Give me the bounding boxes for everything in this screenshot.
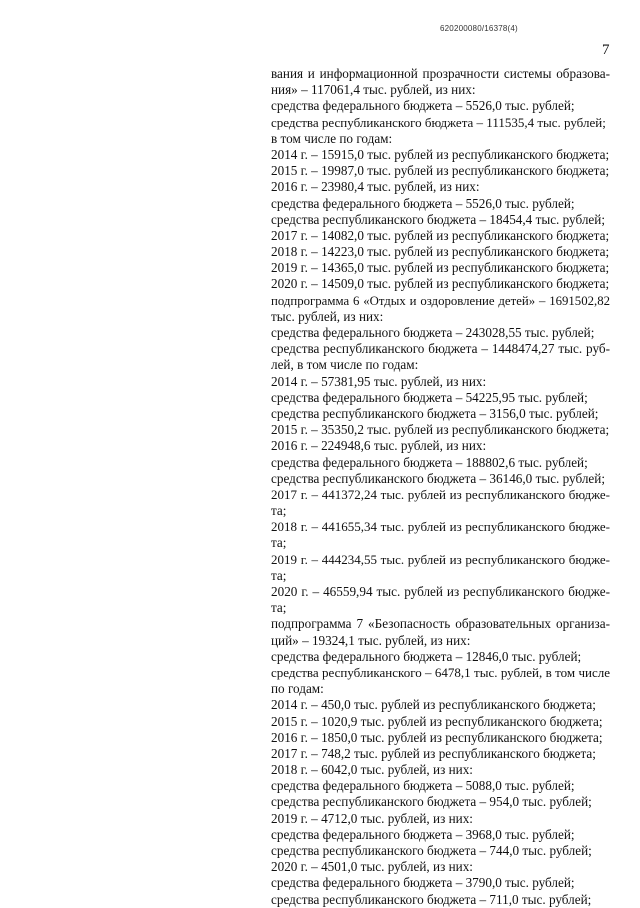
text-line: 2014 г. – 450,0 тыс. рублей из республиканского бюджета;: [271, 697, 596, 713]
text-line: та;: [271, 503, 287, 519]
document-code: 620200080/16378(4): [440, 24, 518, 33]
text-line: 2018 г. – 441655,34 тыс. рублей из республиканского бюдже-: [271, 519, 610, 535]
text-line: средства республиканского бюджета – 954,0 тыс. рублей;: [271, 794, 592, 810]
text-line: вания и информационной прозрачности системы образова-: [271, 66, 610, 81]
text-line: 2019 г. – 14365,0 тыс. рублей из республиканского бюджета;: [271, 260, 610, 276]
text-line: средства федерального бюджета – 243028,55 тыс. рублей;: [271, 325, 595, 340]
text-line: ций» – 19324,1 тыс. рублей, из них:: [271, 632, 471, 648]
text-line: средства федерального бюджета – 12846,0 тыс. рублей;: [271, 648, 582, 664]
text-line: 2017 г. – 441372,24 тыс. рублей из республиканского бюдже-: [271, 486, 610, 502]
text-line: средства федерального бюджета – 188802,6 тыс. рублей;: [271, 454, 588, 470]
text-line: та;: [271, 535, 287, 551]
text-line: средства республиканского бюджета – 36146,0 тыс. рублей;: [271, 470, 606, 486]
text-line: лей, в том числе по годам:: [271, 357, 419, 373]
text-line: 2016 г. – 224948,6 тыс. рублей, из них:: [271, 438, 487, 454]
text-line: та;: [271, 600, 287, 616]
text-line: средства республиканского бюджета – 1448474,27 тыс. руб-: [271, 341, 610, 357]
text-line: средства федерального бюджета – 3790,0 тыс. рублей;: [271, 875, 575, 891]
text-line: 2015 г. – 1020,9 тыс. рублей из республиканского бюджета;: [271, 713, 603, 729]
text-line: 2019 г. – 444234,55 тыс. рублей из республиканского бюдже-: [271, 551, 610, 567]
text-line: 2015 г. – 35350,2 тыс. рублей из республиканского бюджета;: [271, 422, 610, 438]
text-line: 2020 г. – 4501,0 тыс. рублей, из них:: [271, 859, 473, 875]
page-number: 7: [602, 42, 610, 58]
text-line: тыс. рублей, из них:: [271, 308, 384, 324]
text-line: 2018 г. – 14223,0 тыс. рублей из республиканского бюджета;: [271, 244, 610, 260]
text-line: средства федерального бюджета – 54225,95 тыс. рублей;: [271, 389, 588, 405]
text-line: 2020 г. – 46559,94 тыс. рублей из республиканского бюдже-: [271, 584, 610, 599]
text-line: ния» – 117061,4 тыс. рублей, из них:: [271, 82, 476, 98]
document-body: [271, 66, 610, 908]
text-line: средства республиканского бюджета – 18454,4 тыс. рублей;: [271, 211, 606, 227]
text-line: 2018 г. – 6042,0 тыс. рублей, из них:: [271, 762, 473, 778]
text-line: средства федерального бюджета – 5526,0 тыс. рублей;: [271, 98, 575, 114]
text-line: средства республиканского бюджета – 711,0 тыс. рублей;: [271, 891, 592, 907]
text-line: средства федерального бюджета – 5526,0 тыс. рублей;: [271, 195, 575, 211]
text-line: 2014 г. – 15915,0 тыс. рублей из республиканского бюджета;: [271, 146, 610, 162]
text-line: 2015 г. – 19987,0 тыс. рублей из республиканского бюджета;: [271, 163, 610, 179]
text-line: средства федерального бюджета – 5088,0 тыс. рублей;: [271, 778, 575, 794]
text-line: средства республиканского бюджета – 744,0 тыс. рублей;: [271, 843, 592, 858]
text-line: средства республиканского бюджета – 3156,0 тыс. рублей;: [271, 405, 599, 421]
text-line: средства республиканского бюджета – 111535,4 тыс. рублей;: [271, 114, 606, 130]
text-line: 2020 г. – 14509,0 тыс. рублей из республиканского бюджета;: [271, 276, 610, 292]
text-line: средства федерального бюджета – 3968,0 тыс. рублей;: [271, 826, 575, 842]
text-line: 2016 г. – 1850,0 тыс. рублей из республиканского бюджета;: [271, 729, 603, 745]
text-line: средства республиканского – 6478,1 тыс. рублей, в том числе: [271, 664, 610, 680]
text-line: 2019 г. – 4712,0 тыс. рублей, из них:: [271, 810, 473, 826]
text-line: 2017 г. – 748,2 тыс. рублей из республиканского бюджета;: [271, 745, 596, 761]
text-line: подпрограмма 7 «Безопасность образовательных организа-: [271, 616, 610, 632]
text-line: 2017 г. – 14082,0 тыс. рублей из республиканского бюджета;: [271, 227, 610, 243]
text-line: 2014 г. – 57381,95 тыс. рублей, из них:: [271, 373, 487, 389]
text-line: по годам:: [271, 681, 324, 697]
text-line: в том числе по годам:: [271, 130, 393, 146]
text-line: та;: [271, 567, 287, 583]
text-line: 2016 г. – 23980,4 тыс. рублей, из них:: [271, 179, 480, 195]
text-line: подпрограмма 6 «Отдых и оздоровление детей» – 1691502,82: [271, 293, 610, 308]
